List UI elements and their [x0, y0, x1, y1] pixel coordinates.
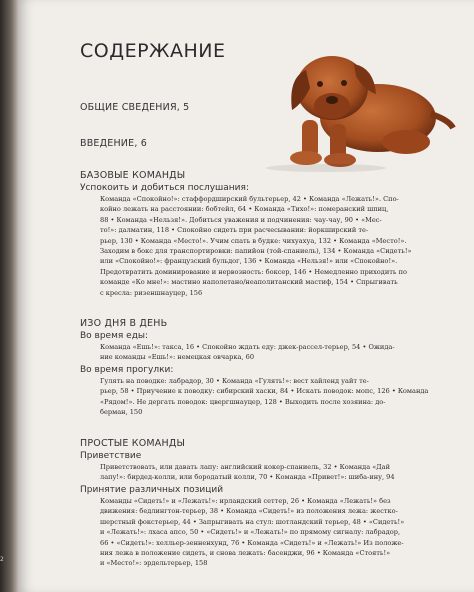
list-item: ние команды «Ешь!»: немецкая овчарка, 60 [100, 353, 255, 362]
basic-commands-list [100, 194, 452, 298]
list-item: Команда «Спокойно!»: стаффордширский бультерьер, 42 • Команда «Лежать!». Спо- [100, 195, 399, 203]
puppy-illustration [246, 36, 456, 176]
subsection-greeting[interactable]: Приветствие [80, 451, 142, 461]
list-item: движения: бедлингтон-терьер, 38 • Команда «Сидеть!» из положения лежа: жестко- [100, 507, 398, 516]
list-item: лапу!»: бирдед-колли, или бородатый колли, 70 • Команда «Привет!»: шиба-ину, 94 [100, 473, 395, 482]
list-item: Команды «Сидеть!» и «Лежать!»: ирландский сеттер, 26 • Команда «Лежать!» без [100, 497, 391, 505]
list-item: 88 • Команда «Нельзя!». Добиться уважения и подчинения: чау-чау, 90 • «Мес- [100, 215, 382, 224]
list-item: Предотвратить доминирование и нервозность: боксер, 146 • Немедленно приходить по [100, 267, 407, 276]
list-item: ния лежа в положение сидеть, и снова лежать: басенджи, 96 • Команда «Стоять!» [100, 549, 391, 558]
list-item: с кресла: ризеншнауцер, 156 [100, 288, 203, 297]
subsection-positions[interactable]: Принятие различных позиций [80, 485, 224, 495]
list-item: и «Лежать!»: лхаса апсо, 50 • «Сидеть!» и «Лежать!» по прямому сигналу: лабрадор, [100, 528, 401, 537]
book-spine [0, 0, 18, 592]
section-simple-commands[interactable]: ПРОСТЫЕ КОМАНДЫ [80, 438, 186, 449]
list-item: Заходим в бокс для транспортировки: папийон (той-спаниель), 134 • Команда «Сидеть!» [100, 247, 412, 256]
list-item: «Рядом!». Не дергать поводок: цвергшнауцер, 128 • Выходить после хозяина: до- [100, 397, 386, 406]
page-number: 2 [0, 556, 4, 563]
section-general[interactable]: ОБЩИЕ СВЕДЕНИЯ, 5 [80, 102, 190, 113]
list-item: 66 • «Сидеть!»: хелльер-зенненхунд, 76 • Команда «Сидеть!» и «Лежать!» Из положе- [100, 538, 404, 547]
positions-list [100, 496, 452, 569]
subsection-meal[interactable]: Во время еды: [80, 331, 149, 341]
meal-list [100, 342, 452, 363]
list-item: Гулять на поводке: лабрадор, 30 • Команда «Гулять!»: вест хайленд уайт те- [100, 377, 369, 385]
list-item: Приветствовать, или давать лапу: английский кокер-спаниель, 32 • Команда «Дай [100, 463, 390, 471]
walk-list [100, 376, 452, 418]
list-item: и «Место!»: эрдельтерьер, 158 [100, 559, 208, 568]
list-item: шерстный фокстерьер, 44 • Запрыгивать на стул: шотландский терьер, 48 • «Сидеть!» [100, 517, 405, 526]
list-item: берман, 150 [100, 408, 143, 417]
list-item: рьер, 58 • Приучение к поводку: сибирский хаски, 84 • Искать поводок: мопс, 126 • Команда [100, 387, 429, 396]
page-title: СОДЕРЖАНИЕ [80, 40, 226, 62]
book-page [18, 0, 474, 592]
section-introduction[interactable]: ВВЕДЕНИЕ, 6 [80, 138, 147, 149]
section-day-to-day[interactable]: ИЗО ДНЯ В ДЕНЬ [80, 318, 168, 329]
list-item: то!»: далматин, 118 • Спокойно сидеть при расчесывании: йоркширский те- [100, 226, 369, 235]
list-item: рьер, 130 • Команда «Место!». Учим спать в будке: чихуахуа, 132 • Команда «Место!». [100, 236, 407, 245]
greeting-list [100, 462, 452, 483]
subsection-walk[interactable]: Во время прогулки: [80, 365, 174, 375]
section-basic-commands[interactable]: БАЗОВЫЕ КОМАНДЫ [80, 170, 186, 181]
list-item: Команда «Ешь!»: такса, 16 • Спокойно ждать еду: джек-рассел-терьер, 54 • Ожида- [100, 343, 395, 351]
list-item: или «Спокойно!»: французский бульдог, 136 • Команда «Нельзя!» или «Спокойно!». [100, 257, 398, 266]
subsection-calm-obedience[interactable]: Успокоить и добиться послушания: [80, 183, 249, 193]
list-item: команде «Ко мне!»: мастино наполетано/неаполитанский мастиф, 154 • Спрыгивать [100, 278, 398, 287]
list-item: койно лежать на расстоянии: бобтейл, 64 • Команда «Тихо!»: померанский шпиц, [100, 205, 389, 214]
